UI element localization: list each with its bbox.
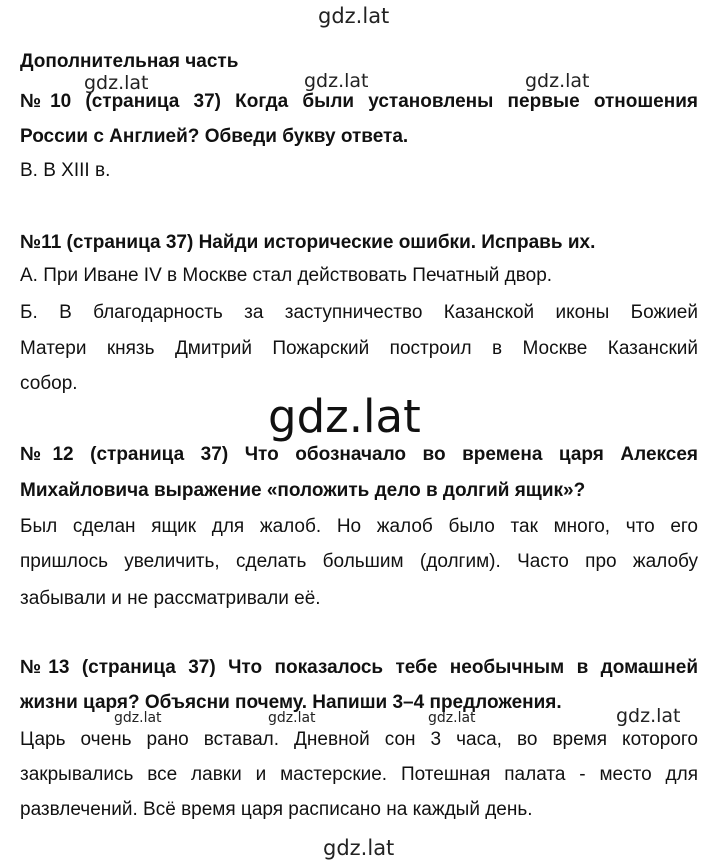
watermark-center: gdz.lat: [268, 390, 421, 443]
question-13-text: жизни царя? Объясни почему. Напиши 3–4 предложения.: [20, 692, 562, 713]
watermark: gdz.lat: [428, 710, 476, 726]
watermark: gdz.lat: [525, 70, 590, 92]
question-10-answer: В. В XIII в.: [20, 160, 111, 181]
question-13-answer: закрывались все лавки и мастерские. Потешная палата - место для: [20, 764, 698, 785]
watermark: gdz.lat: [268, 710, 316, 726]
question-11-text: №11 (страница 37) Найди исторические ошибки. Исправь их.: [20, 232, 596, 253]
watermark: gdz.lat: [84, 72, 149, 94]
question-12-answer: пришлось увеличить, сделать большим (долгим). Часто про жалобу: [20, 551, 698, 572]
section-title: Дополнительная часть: [20, 51, 239, 72]
question-12-text: №12 (страница 37) Что обозначало во времена царя Алексея: [20, 444, 698, 465]
watermark: gdz.lat: [304, 70, 369, 92]
watermark-bottom: gdz.lat: [323, 836, 395, 860]
question-10-text: №10 (страница 37) Когда были установлены первые отношения: [20, 91, 698, 112]
watermark: gdz.lat: [616, 705, 681, 727]
question-13-text: №13 (страница 37) Что показалось тебе необычным в домашней: [20, 657, 698, 678]
question-12-text: Михайловича выражение «положить дело в долгий ящик»?: [20, 480, 586, 501]
question-11-answer-b: собор.: [20, 373, 78, 394]
watermark-top: gdz.lat: [318, 4, 390, 28]
question-13-answer: развлечений. Всё время царя расписано на каждый день.: [20, 799, 533, 820]
question-13-answer: Царь очень рано вставал. Дневной сон 3 часа, во время которого: [20, 729, 698, 750]
question-12-answer: Был сделан ящик для жалоб. Но жалоб было так много, что его: [20, 516, 698, 537]
question-10-text: России с Англией? Обведи букву ответа.: [20, 126, 409, 147]
question-11-answer-b: Матери князь Дмитрий Пожарский построил в Москве Казанский: [20, 338, 698, 359]
question-11-answer-b: Б. В благодарность за заступничество Казанской иконы Божией: [20, 302, 698, 323]
question-12-answer: забывали и не рассматривали её.: [20, 588, 321, 609]
watermark: gdz.lat: [114, 710, 162, 726]
question-11-answer-a: А. При Иване IV в Москве стал действовать Печатный двор.: [20, 265, 553, 286]
